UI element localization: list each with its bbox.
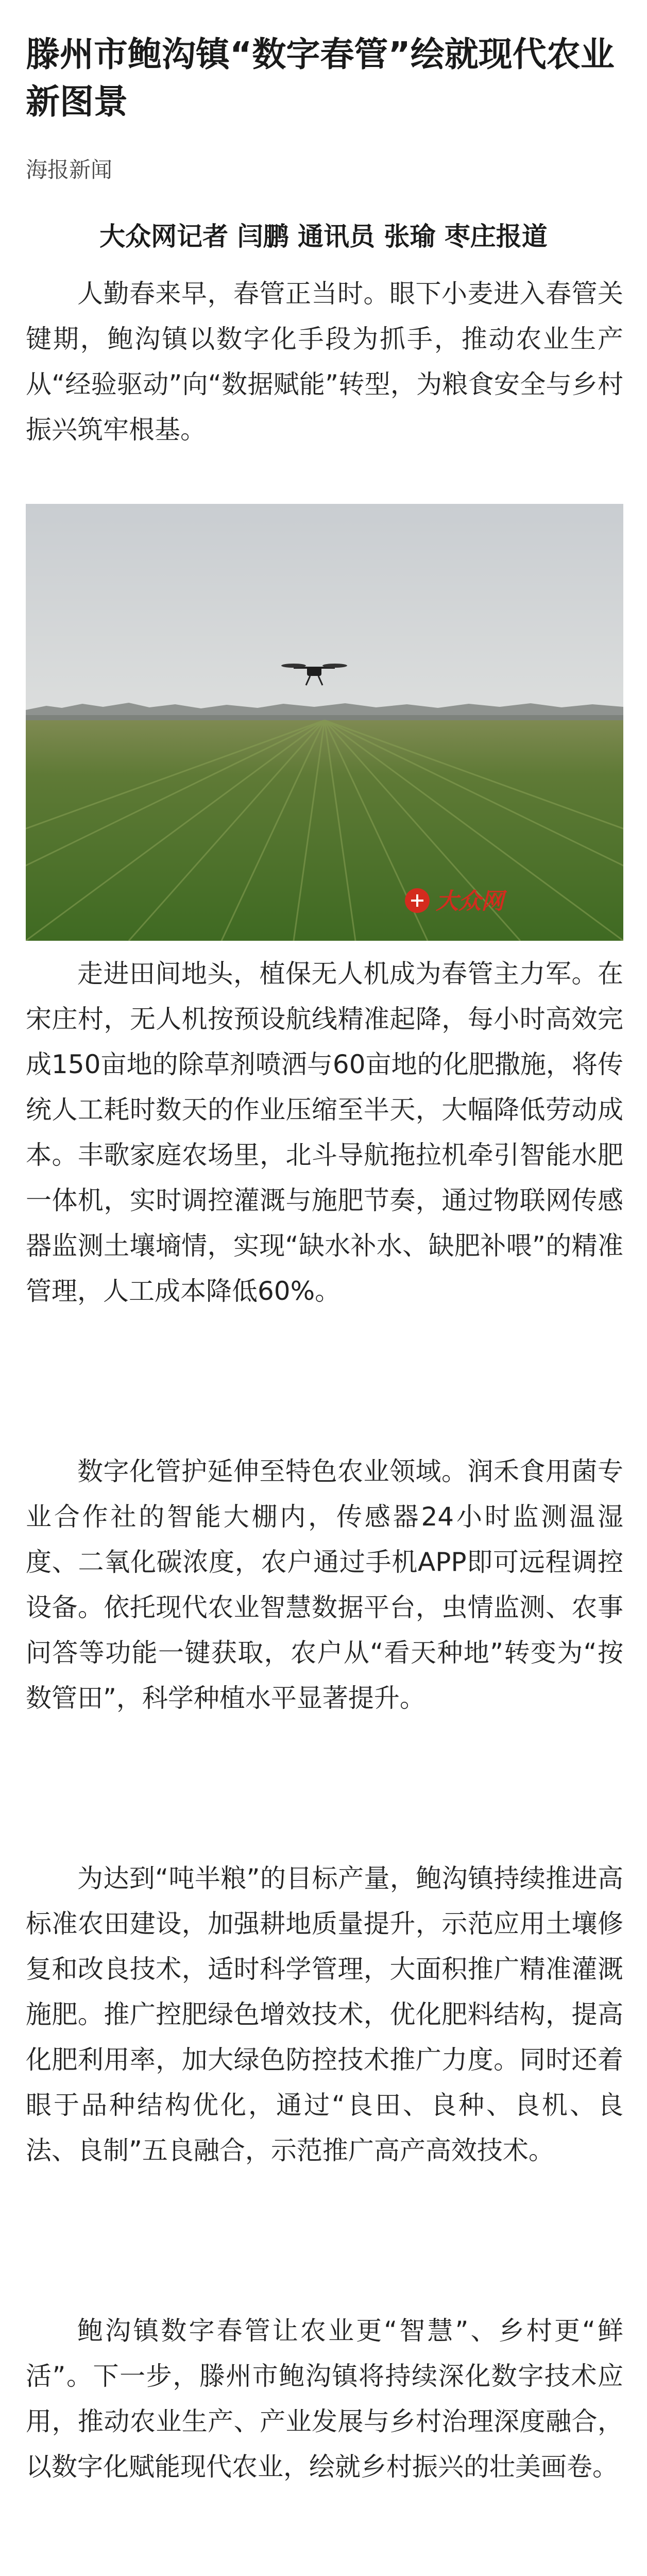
article-paragraph: 数字化管护延伸至特色农业领域。润禾食用菌专业合作社的智能大棚内，传感器24小时监测温湿度、二氧化碳浓度，农户通过手机APP即可远程调控设备。依托现代农业智慧数据平台，虫情监测、农事问答等功能一键获取，农户从“看天种地”转变为“按数管田”，科学种植水平显著提升。 [26,1456,623,1713]
article-title: 滕州市鲍沟镇“数字春管”绘就现代农业新图景 [26,35,615,122]
article-paragraph: 人勤春来早，春管正当时。眼下小麦进入春管关键期，鲍沟镇以数字化手段为抓手，推动农业生产从“经验驱动”向“数据赋能”转型，为粮食安全与乡村振兴筑牢根基。 [26,279,623,445]
watermark-logo [405,888,507,914]
article-paragraph: 鲍沟镇数字春管让农业更“智慧”、乡村更“鲜活”。下一步，滕州市鲍沟镇将持续深化数字技术应用，推动农业生产、产业发展与乡村治理深度融合，以数字化赋能现代农业，绘就乡村振兴的壮美画卷。 [26,2316,623,2482]
article-paragraph: 为达到“吨半粮”的目标产量，鲍沟镇持续推进高标准农田建设，加强耕地质量提升，示范应用土壤修复和改良技术，适时科学管理，大面积推广精准灌溉施肥。推广控肥绿色增效技术，优化肥料结构，提高化肥利用率，加大绿色防控技术推广力度。同时还着眼于品种结构优化，通过“良田、良种、良机、良法、良制”五良融合，示范推广高产高效技术。 [26,1863,623,2165]
article-photo [26,504,623,941]
wheat-field-drone-image [26,504,623,941]
watermark-text: 大众网 [436,888,504,914]
article-paragraph: 走进田间地头，植保无人机成为春管主力军。在宋庄村，无人机按预设航线精准起降，每小时高效完成150亩地的除草剂喷洒与60亩地的化肥撒施，将传统人工耗时数天的作业压缩至半天，大幅降低劳动成本。丰歌家庭农场里，北斗导航拖拉机牵引智能水肥一体机，实时调控灌溉与施肥节奏，通过物联网传感器监测土壤墒情，实现“缺水补水、缺肥补喂”的精准管理，人工成本降低60%。 [26,959,623,1306]
article-byline: 大众网记者 闫鹏 通讯员 张瑜 枣庄报道 [99,222,548,251]
article-source[interactable]: 海报新闻 [26,157,113,182]
